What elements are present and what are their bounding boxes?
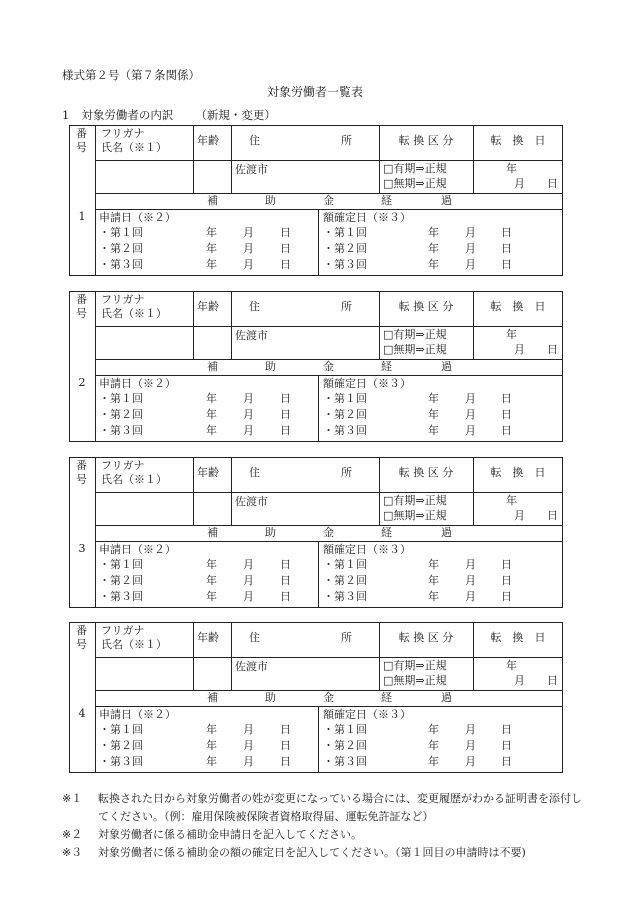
name-header: 氏名（※１）: [101, 473, 167, 486]
year-label: 年: [206, 392, 217, 405]
grid-line: [193, 291, 194, 359]
grid-line: [95, 375, 563, 376]
subsidy-progress-header: 助: [265, 194, 276, 207]
month-label: 月: [465, 242, 476, 255]
year-label: 年: [428, 408, 439, 421]
worker-record-table: [69, 291, 563, 442]
number-header: 番: [76, 127, 87, 140]
conversion-date-header: 転 換 日: [490, 134, 546, 147]
year-label: 年: [206, 574, 217, 587]
address-header: 住: [249, 300, 260, 313]
grid-line: [95, 291, 96, 442]
address-header: 住: [249, 631, 260, 644]
subsidy-progress-header: 過: [441, 526, 452, 539]
day-label: 日: [280, 424, 291, 437]
month-label: 月: [465, 574, 476, 587]
year-label: 年: [428, 590, 439, 603]
number-header: 号: [76, 141, 87, 154]
section-heading: [62, 107, 276, 123]
worker-record-table: [69, 125, 563, 276]
option-indefinite-to-regular: □無期⇒正規: [383, 177, 447, 190]
footnote-text: 転換された日から対象労働者の姓が変更になっている場合には、変更履歴がわかる証明書を添付してください。（例：雇用保険被保険者資格取得届、運転免許証など）: [98, 792, 582, 823]
grid-line: [95, 326, 563, 327]
option-indefinite-to-regular: □無期⇒正規: [383, 674, 447, 687]
month-label: 月: [465, 558, 476, 571]
grid-line: [231, 125, 232, 193]
month-label: 月: [243, 258, 254, 271]
application-round: ・第３回: [99, 755, 143, 768]
table-border: [69, 457, 563, 458]
application-round: ・第２回: [99, 574, 143, 587]
grid-line: [95, 622, 96, 773]
application-round: ・第１回: [99, 226, 143, 239]
subsidy-progress-header: 金: [323, 526, 334, 539]
day-label: 日: [501, 739, 512, 752]
grid-line: [193, 125, 194, 193]
day-label: 日: [501, 755, 512, 768]
table-border: [69, 772, 563, 773]
document-title: 対象労働者一覧表: [266, 85, 363, 99]
grid-line: [95, 541, 563, 542]
confirmation-round: ・第１回: [323, 226, 367, 239]
grid-line: [193, 457, 194, 525]
month-label: 月: [243, 558, 254, 571]
confirmation-round: ・第３回: [323, 258, 367, 271]
year-label: 年: [206, 242, 217, 255]
year-label: 年: [428, 755, 439, 768]
grid-line: [231, 622, 232, 690]
number-header: 番: [76, 293, 87, 306]
grid-line: [95, 160, 563, 161]
day-label: 日: [501, 242, 512, 255]
year-label: 年: [428, 723, 439, 736]
subsidy-progress-header: 助: [265, 526, 276, 539]
section-number: 1: [62, 108, 70, 122]
year-label: 年: [206, 723, 217, 736]
application-round: ・第２回: [99, 739, 143, 752]
application-date-label: 申請日（※２）: [99, 211, 176, 224]
month-label: 月: [243, 242, 254, 255]
conversion-type-header: 転 換 区 分: [398, 300, 454, 313]
grid-line: [95, 457, 96, 608]
day-label: 日: [547, 177, 558, 190]
year-label: 年: [428, 739, 439, 752]
application-round: ・第２回: [99, 242, 143, 255]
address-header: 所: [341, 466, 352, 479]
table-border: [69, 441, 563, 442]
option-fixed-to-regular: □有期⇒正規: [383, 162, 447, 175]
age-header: 年齢: [197, 631, 219, 644]
year-label: 年: [206, 408, 217, 421]
name-header: 氏名（※１）: [101, 307, 167, 320]
option-fixed-to-regular: □有期⇒正規: [383, 659, 447, 672]
month-label: 月: [514, 509, 525, 522]
age-header: 年齢: [197, 300, 219, 313]
day-label: 日: [280, 739, 291, 752]
name-header: 氏名（※１）: [101, 638, 167, 651]
confirmation-round: ・第３回: [323, 590, 367, 603]
year-label: 年: [206, 739, 217, 752]
confirmation-round: ・第１回: [323, 392, 367, 405]
confirmation-round: ・第２回: [323, 574, 367, 587]
table-border: [69, 457, 70, 608]
confirmation-round: ・第１回: [323, 558, 367, 571]
year-label: 年: [428, 242, 439, 255]
year-label: 年: [428, 574, 439, 587]
subsidy-progress-header: 過: [441, 360, 452, 373]
furigana-header: フリガナ: [101, 459, 145, 472]
footnote-2: [62, 826, 582, 844]
year-label: 年: [206, 226, 217, 239]
day-label: 日: [280, 392, 291, 405]
footnote-text: 対象労働者に係る補助金申請日を記入してください。: [98, 828, 362, 841]
footnote-1: [62, 790, 582, 826]
grid-line: [318, 706, 319, 773]
conversion-type-header: 転 換 区 分: [398, 134, 454, 147]
day-label: 日: [280, 723, 291, 736]
year-label: 年: [206, 590, 217, 603]
confirmation-round: ・第２回: [323, 739, 367, 752]
month-label: 月: [514, 343, 525, 356]
footnote-text: 対象労働者に係る補助金の額の確定日を記入してください。（第１回目の申請時は不要): [98, 846, 526, 859]
month-label: 月: [243, 739, 254, 752]
conversion-date-header: 転 換 日: [490, 466, 546, 479]
year-label: 年: [206, 558, 217, 571]
worker-record-table: [69, 457, 563, 608]
number-header: 号: [76, 638, 87, 651]
conversion-type-header: 転 換 区 分: [398, 631, 454, 644]
worker-record-table: [69, 622, 563, 773]
month-label: 月: [465, 392, 476, 405]
day-label: 日: [280, 408, 291, 421]
subsidy-progress-header: 金: [323, 194, 334, 207]
month-label: 月: [465, 258, 476, 271]
form-number: 様式第２号（第７条関係）: [62, 68, 200, 82]
option-fixed-to-regular: □有期⇒正規: [383, 328, 447, 341]
footnote-mark: ※３: [62, 846, 83, 859]
address-header: 住: [249, 466, 260, 479]
month-label: 月: [465, 755, 476, 768]
day-label: 日: [280, 242, 291, 255]
application-date-label: 申請日（※２）: [99, 377, 176, 390]
month-label: 月: [465, 424, 476, 437]
month-label: 月: [465, 408, 476, 421]
day-label: 日: [501, 258, 512, 271]
year-label: 年: [506, 494, 517, 507]
grid-line: [95, 657, 563, 658]
address-header: 住: [249, 134, 260, 147]
table-border: [69, 125, 70, 276]
subsidy-progress-header: 経: [381, 691, 392, 704]
age-header: 年齢: [197, 466, 219, 479]
day-label: 日: [547, 509, 558, 522]
record-number: 4: [78, 707, 86, 720]
table-border: [69, 622, 70, 773]
day-label: 日: [501, 574, 512, 587]
confirmation-round: ・第２回: [323, 242, 367, 255]
month-label: 月: [243, 226, 254, 239]
grid-line: [193, 622, 194, 690]
address-prefix: 佐渡市: [235, 660, 268, 673]
year-label: 年: [428, 392, 439, 405]
grid-line: [318, 209, 319, 276]
year-label: 年: [506, 328, 517, 341]
footnote-3: [62, 844, 582, 862]
day-label: 日: [280, 574, 291, 587]
month-label: 月: [465, 590, 476, 603]
furigana-header: フリガナ: [101, 127, 145, 140]
day-label: 日: [280, 755, 291, 768]
application-round: ・第１回: [99, 723, 143, 736]
grid-line: [95, 492, 563, 493]
address-prefix: 佐渡市: [235, 495, 268, 508]
conversion-date-header: 転 換 日: [490, 300, 546, 313]
grid-line: [318, 541, 319, 608]
conversion-type-header: 転 換 区 分: [398, 466, 454, 479]
record-number: 3: [78, 542, 86, 555]
section-title: 対象労働者の内訳: [81, 108, 174, 122]
confirmation-date-label: 額確定日（※３）: [323, 543, 411, 556]
option-indefinite-to-regular: □無期⇒正規: [383, 343, 447, 356]
number-header: 番: [76, 459, 87, 472]
table-border: [69, 125, 563, 126]
grid-line: [95, 125, 96, 276]
year-label: 年: [428, 424, 439, 437]
age-header: 年齢: [197, 134, 219, 147]
application-round: ・第３回: [99, 590, 143, 603]
table-border: [69, 607, 563, 608]
option-fixed-to-regular: □有期⇒正規: [383, 494, 447, 507]
application-round: ・第３回: [99, 258, 143, 271]
subsidy-progress-header: 補: [207, 360, 218, 373]
subsidy-progress-header: 補: [207, 691, 218, 704]
day-label: 日: [547, 343, 558, 356]
furigana-header: フリガナ: [101, 293, 145, 306]
day-label: 日: [501, 408, 512, 421]
record-number: 2: [78, 376, 86, 389]
confirmation-round: ・第１回: [323, 723, 367, 736]
grid-line: [318, 375, 319, 442]
address-prefix: 佐渡市: [235, 329, 268, 342]
day-label: 日: [280, 590, 291, 603]
number-header: 号: [76, 307, 87, 320]
month-label: 月: [243, 755, 254, 768]
table-border: [69, 291, 70, 442]
application-date-label: 申請日（※２）: [99, 708, 176, 721]
table-border: [69, 275, 563, 276]
day-label: 日: [547, 674, 558, 687]
subsidy-progress-header: 助: [265, 360, 276, 373]
subsidy-progress-header: 過: [441, 194, 452, 207]
month-label: 月: [465, 723, 476, 736]
footnote-mark: ※２: [62, 828, 83, 841]
month-label: 月: [465, 739, 476, 752]
month-label: 月: [243, 574, 254, 587]
subsidy-progress-header: 補: [207, 526, 218, 539]
month-label: 月: [243, 392, 254, 405]
month-label: 月: [514, 177, 525, 190]
application-round: ・第１回: [99, 558, 143, 571]
subsidy-progress-header: 補: [207, 194, 218, 207]
subsidy-progress-header: 過: [441, 691, 452, 704]
number-header: 号: [76, 473, 87, 486]
year-label: 年: [428, 226, 439, 239]
subsidy-progress-header: 助: [265, 691, 276, 704]
confirmation-date-label: 額確定日（※３）: [323, 708, 411, 721]
day-label: 日: [501, 558, 512, 571]
furigana-header: フリガナ: [101, 624, 145, 637]
grid-line: [231, 457, 232, 525]
address-header: 所: [341, 300, 352, 313]
address-header: 所: [341, 134, 352, 147]
footnotes: [62, 790, 582, 862]
day-label: 日: [280, 558, 291, 571]
record-number: 1: [78, 210, 86, 223]
day-label: 日: [501, 226, 512, 239]
grid-line: [95, 209, 563, 210]
year-label: 年: [428, 258, 439, 271]
table-border: [69, 291, 563, 292]
confirmation-date-label: 額確定日（※３）: [323, 211, 411, 224]
month-label: 月: [243, 723, 254, 736]
application-round: ・第２回: [99, 408, 143, 421]
subsidy-progress-header: 経: [381, 360, 392, 373]
confirmation-round: ・第２回: [323, 408, 367, 421]
year-label: 年: [206, 755, 217, 768]
grid-line: [231, 291, 232, 359]
number-header: 番: [76, 624, 87, 637]
footnote-mark: ※１: [62, 792, 83, 805]
month-label: 月: [243, 424, 254, 437]
year-label: 年: [206, 258, 217, 271]
confirmation-round: ・第３回: [323, 755, 367, 768]
day-label: 日: [501, 424, 512, 437]
subsidy-progress-header: 経: [381, 194, 392, 207]
conversion-date-header: 転 換 日: [490, 631, 546, 644]
day-label: 日: [501, 392, 512, 405]
day-label: 日: [280, 226, 291, 239]
year-label: 年: [428, 558, 439, 571]
year-label: 年: [506, 659, 517, 672]
option-indefinite-to-regular: □無期⇒正規: [383, 509, 447, 522]
month-label: 月: [243, 590, 254, 603]
application-round: ・第１回: [99, 392, 143, 405]
confirmation-round: ・第３回: [323, 424, 367, 437]
address-prefix: 佐渡市: [235, 163, 268, 176]
section-subtitle: （新規・変更）: [195, 108, 276, 122]
subsidy-progress-header: 経: [381, 526, 392, 539]
month-label: 月: [243, 408, 254, 421]
name-header: 氏名（※１）: [101, 141, 167, 154]
confirmation-date-label: 額確定日（※３）: [323, 377, 411, 390]
month-label: 月: [465, 226, 476, 239]
grid-line: [95, 706, 563, 707]
month-label: 月: [514, 674, 525, 687]
subsidy-progress-header: 金: [323, 360, 334, 373]
application-round: ・第３回: [99, 424, 143, 437]
subsidy-progress-header: 金: [323, 691, 334, 704]
day-label: 日: [501, 590, 512, 603]
year-label: 年: [506, 162, 517, 175]
address-header: 所: [341, 631, 352, 644]
year-label: 年: [206, 424, 217, 437]
application-date-label: 申請日（※２）: [99, 543, 176, 556]
day-label: 日: [280, 258, 291, 271]
day-label: 日: [501, 723, 512, 736]
table-border: [69, 622, 563, 623]
